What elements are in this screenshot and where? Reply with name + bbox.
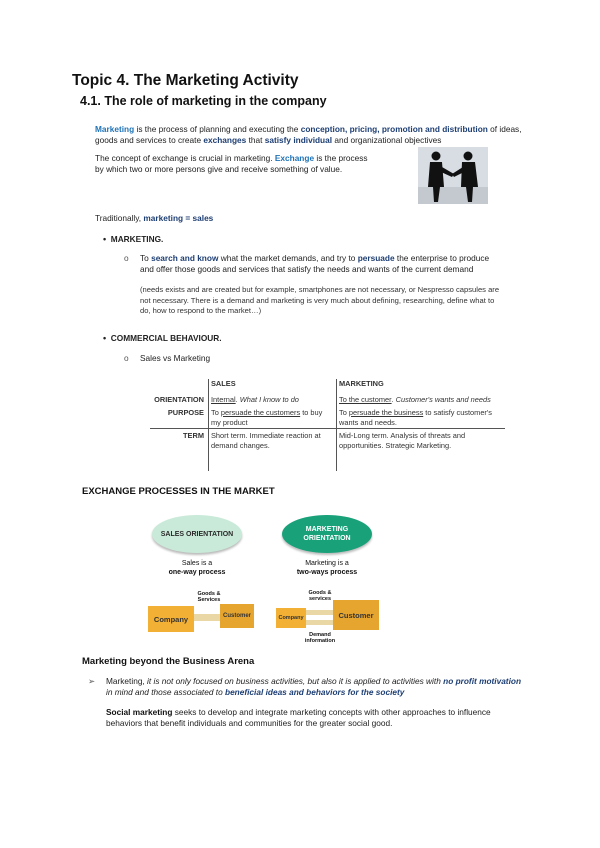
goods-flow-arrow [194,614,220,621]
handshake-image [418,147,488,204]
demand-flow-arrow [306,620,333,625]
table-divider [336,379,337,471]
marketing-note: (needs exists and are created but for example, smartphones are not necessary, or Nespresso capsules are not necessary. There is a demand and marketing is very much about defining, researching, define what to do, how to respond to the market…) [140,285,500,315]
customer-box: Customer [220,604,254,628]
table-header: MARKETING [339,379,384,388]
table-header: SALES [211,379,236,388]
sales-caption: Sales is a one-way process [168,560,226,576]
company-box: Company [276,608,306,628]
table-row: ORIENTATION Internal. What I know to do To the customer. Customer's wants and needs [154,395,491,404]
arrow-bullet-icon: ➢ [88,676,95,686]
beyond-paragraph: Marketing, it is not only focused on business activities, but also it is applied to activities with no profit motivation in mind and those associated to beneficial ideas and behaviors for the society [106,676,522,697]
page-title: Topic 4. The Marketing Activity [72,72,299,89]
social-marketing-paragraph: Social marketing seeks to develop and integrate marketing concepts with other approaches to influence behaviors that benefit individuals and communities for the greater social good. [106,707,491,728]
marketing-description: To search and know what the market demands, and try to persuade the enterprise to produce and offer those goods and services that satisfy the needs and wants of the current demand [140,253,490,274]
exchange-definition: The concept of exchange is crucial in marketing. Exchange is the process by which two or more persons give and receive something of value. [95,153,368,174]
section-title: 4.1. The role of marketing in the company [80,94,327,108]
table-header-row [150,379,505,389]
sales-vs-marketing-table [150,379,505,451]
beyond-heading: Marketing beyond the Business Arena [82,656,255,667]
goods-label: Goods & services [308,590,332,602]
company-box: Company [148,606,194,632]
marketing-caption: Marketing is a two-ways process [296,560,358,576]
customer-box: Customer [333,600,379,630]
handshake-icon [418,147,488,204]
table-row: PURPOSE To persuade the customers to buy my product To persuade the business to satisfy customer's wants and needs. [167,408,493,427]
traditionally-line: Traditionally, marketing = sales [95,213,214,223]
sales-vs-marketing-label: Sales vs Marketing [140,353,211,363]
table-divider [208,379,209,471]
goods-label: Goods & Services [197,591,221,603]
sales-orientation-ellipse: SALES ORIENTATION [152,515,242,553]
sub-bullet-marker: o [124,253,129,263]
marketing-bullet: • MARKETING. [103,234,164,244]
marketing-orientation-ellipse: MARKETING ORIENTATION [282,515,372,553]
exchange-processes-heading: EXCHANGE PROCESSES IN THE MARKET [82,486,275,497]
sub-bullet-marker: o [124,353,129,363]
demand-label: Demand information [304,632,336,644]
commercial-bullet: • COMMERCIAL BEHAVIOUR. [103,333,222,343]
marketing-definition: Marketing is the process of planning and executing the conception, pricing, promotion and distribution of ideas, goods and services to create exchanges that satisfy individual and organizational objectives [95,124,522,145]
table-row: TERM Short term. Immediate reaction at demand changes. Mid-Long term. Analysis of threats and opportunities. Strategic Marketing. [150,429,505,452]
goods-flow-arrow [306,610,333,615]
